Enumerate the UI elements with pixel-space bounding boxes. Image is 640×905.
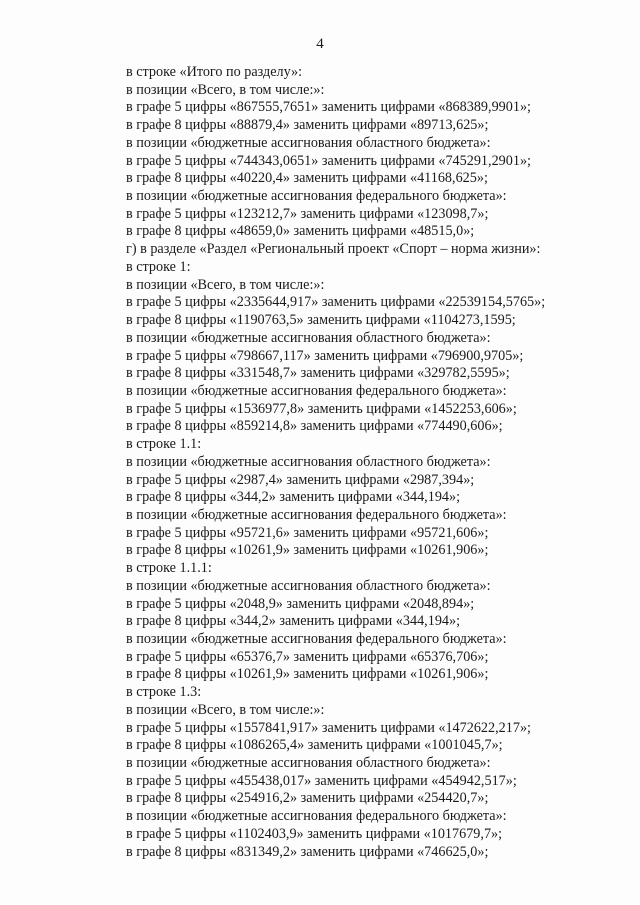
text-line: в позиции «бюджетные ассигнования областного бюджета»: <box>126 453 491 470</box>
text-line: в графе 5 цифры «2048,9» заменить цифрами «2048,894»; <box>126 595 475 612</box>
text-line: в графе 5 цифры «95721,6» заменить цифрами «95721,606»; <box>126 524 489 541</box>
text-line: в графе 5 цифры «1557841,917» заменить цифрами «1472622,217»; <box>126 719 531 736</box>
text-line: в графе 5 цифры «744343,0651» заменить цифрами «745291,2901»; <box>126 152 531 169</box>
text-line: в графе 5 цифры «2335644,917» заменить цифрами «22539154,5765»; <box>126 294 546 311</box>
text-line: в графе 5 цифры «65376,7» заменить цифрами «65376,706»; <box>126 648 489 665</box>
text-line: в графе 8 цифры «10261,9» заменить цифрами «10261,906»; <box>126 666 489 683</box>
text-line: в графе 5 цифры «1536977,8» заменить цифрами «1452253,606»; <box>126 400 517 417</box>
text-line: в графе 5 цифры «123212,7» заменить цифрами «123098,7»; <box>126 205 489 222</box>
text-line: в позиции «бюджетные ассигнования областного бюджета»: <box>126 755 491 772</box>
text-line: в графе 8 цифры «1086265,4» заменить цифрами «1001045,7»; <box>126 737 503 754</box>
text-line: г) в разделе «Раздел «Региональный проект «Спорт – норма жизни»: <box>126 241 541 258</box>
text-line: в позиции «бюджетные ассигнования областного бюджета»: <box>126 577 491 594</box>
text-line: в позиции «бюджетные ассигнования областного бюджета»: <box>126 329 491 346</box>
text-line: в графе 5 цифры «455438,017» заменить цифрами «454942,517»; <box>126 772 517 789</box>
text-line: в строке 1: <box>126 258 191 275</box>
text-line: в графе 8 цифры «331548,7» заменить цифрами «329782,5595»; <box>126 365 510 382</box>
text-line: в графе 8 цифры «859214,8» заменить цифрами «774490,606»; <box>126 418 503 435</box>
document-body <box>126 64 626 861</box>
text-line: в позиции «бюджетные ассигнования федерального бюджета»: <box>126 808 507 825</box>
text-line: в позиции «бюджетные ассигнования федерального бюджета»: <box>126 382 507 399</box>
text-line: в графе 8 цифры «10261,9» заменить цифрами «10261,906»; <box>126 542 489 559</box>
text-line: в графе 5 цифры «1102403,9» заменить цифрами «1017679,7»; <box>126 825 503 842</box>
text-line: в графе 8 цифры «344,2» заменить цифрами «344,194»; <box>126 489 461 506</box>
text-line: в позиции «бюджетные ассигнования федерального бюджета»: <box>126 188 507 205</box>
text-line: в строке «Итого по разделу»: <box>126 64 303 80</box>
text-line: в графе 8 цифры «40220,4» заменить цифрами «41168,625»; <box>126 170 488 187</box>
text-line: в графе 8 цифры «831349,2» заменить цифрами «746625,0»; <box>126 843 489 860</box>
text-line: в позиции «Всего, в том числе:»: <box>126 276 325 293</box>
text-line: в строке 1.1.1: <box>126 560 212 577</box>
text-line: в строке 1.3: <box>126 684 202 701</box>
text-line: в графе 8 цифры «1190763,5» заменить цифрами «1104273,1595; <box>126 312 516 329</box>
text-line: в графе 5 цифры «798667,117» заменить цифрами «796900,9705»; <box>126 347 524 364</box>
text-line: в графе 5 цифры «2987,4» заменить цифрами «2987,394»; <box>126 471 475 488</box>
text-line: в позиции «бюджетные ассигнования федерального бюджета»: <box>126 506 507 523</box>
text-line: в позиции «Всего, в том числе:»: <box>126 81 325 98</box>
page-number: 4 <box>316 36 324 52</box>
text-line: в позиции «Всего, в том числе:»: <box>126 701 325 718</box>
text-line: в позиции «бюджетные ассигнования федерального бюджета»: <box>126 631 507 647</box>
text-line: в строке 1.1: <box>126 436 202 453</box>
text-line: в графе 8 цифры «254916,2» заменить цифрами «254420,7»; <box>126 790 489 807</box>
text-line: в графе 5 цифры «867555,7651» заменить цифрами «868389,9901»; <box>126 99 531 116</box>
text-line: в графе 8 цифры «48659,0» заменить цифрами «48515,0»; <box>126 223 475 240</box>
text-line: в графе 8 цифры «88879,4» заменить цифрами «89713,625»; <box>126 117 489 134</box>
text-line: в позиции «бюджетные ассигнования областного бюджета»: <box>126 134 491 151</box>
text-line: в графе 8 цифры «344,2» заменить цифрами «344,194»; <box>126 613 461 630</box>
